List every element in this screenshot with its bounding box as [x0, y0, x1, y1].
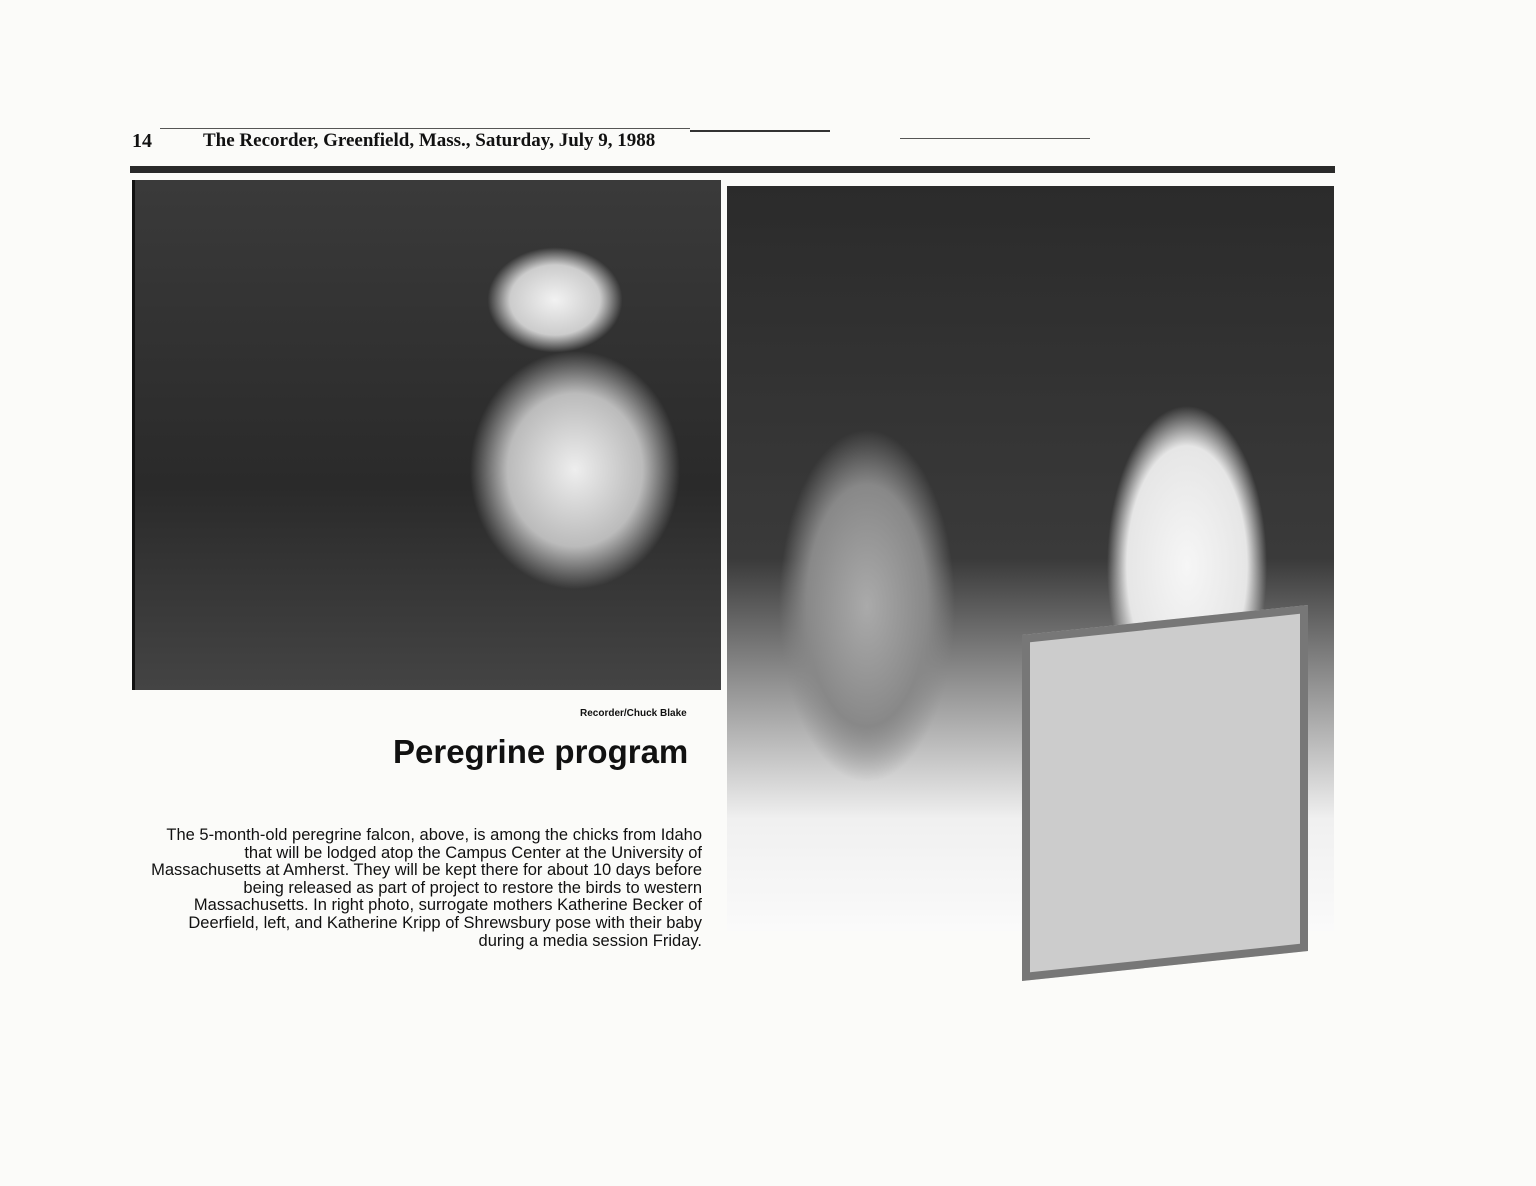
- masthead: The Recorder, Greenfield, Mass., Saturday, July 9, 1988: [203, 130, 656, 151]
- header-rule: [130, 166, 1335, 173]
- caption-line: The 5-month-old peregrine falcon, above, is among the chicks from Idaho: [166, 826, 702, 844]
- falcon-chick-photo: [132, 180, 721, 690]
- top-rule-far: [900, 138, 1090, 139]
- caption-line: Massachusetts. In right photo, surrogate mothers Katherine Becker of: [193, 896, 702, 915]
- caption-line: being released as part of project to restore the birds to western: [243, 878, 702, 897]
- caption-line: that will be lodged atop the Campus Center at the University of: [244, 843, 702, 862]
- photo-credit: Recorder/Chuck Blake: [580, 708, 687, 719]
- headline: Peregrine program: [393, 733, 689, 770]
- top-rule-right: [690, 130, 830, 132]
- caption: [118, 827, 702, 950]
- top-rule: [160, 128, 690, 129]
- page-number: 14: [132, 130, 152, 152]
- caption-line: Massachusetts at Amherst. They will be kept there for about 10 days before: [151, 861, 702, 880]
- caption-line: during a media session Friday.: [478, 931, 702, 950]
- caption-line: Deerfield, left, and Katherine Kripp of Shrewsbury pose with their baby: [188, 913, 702, 932]
- nest-box-in-photo: [1022, 605, 1308, 981]
